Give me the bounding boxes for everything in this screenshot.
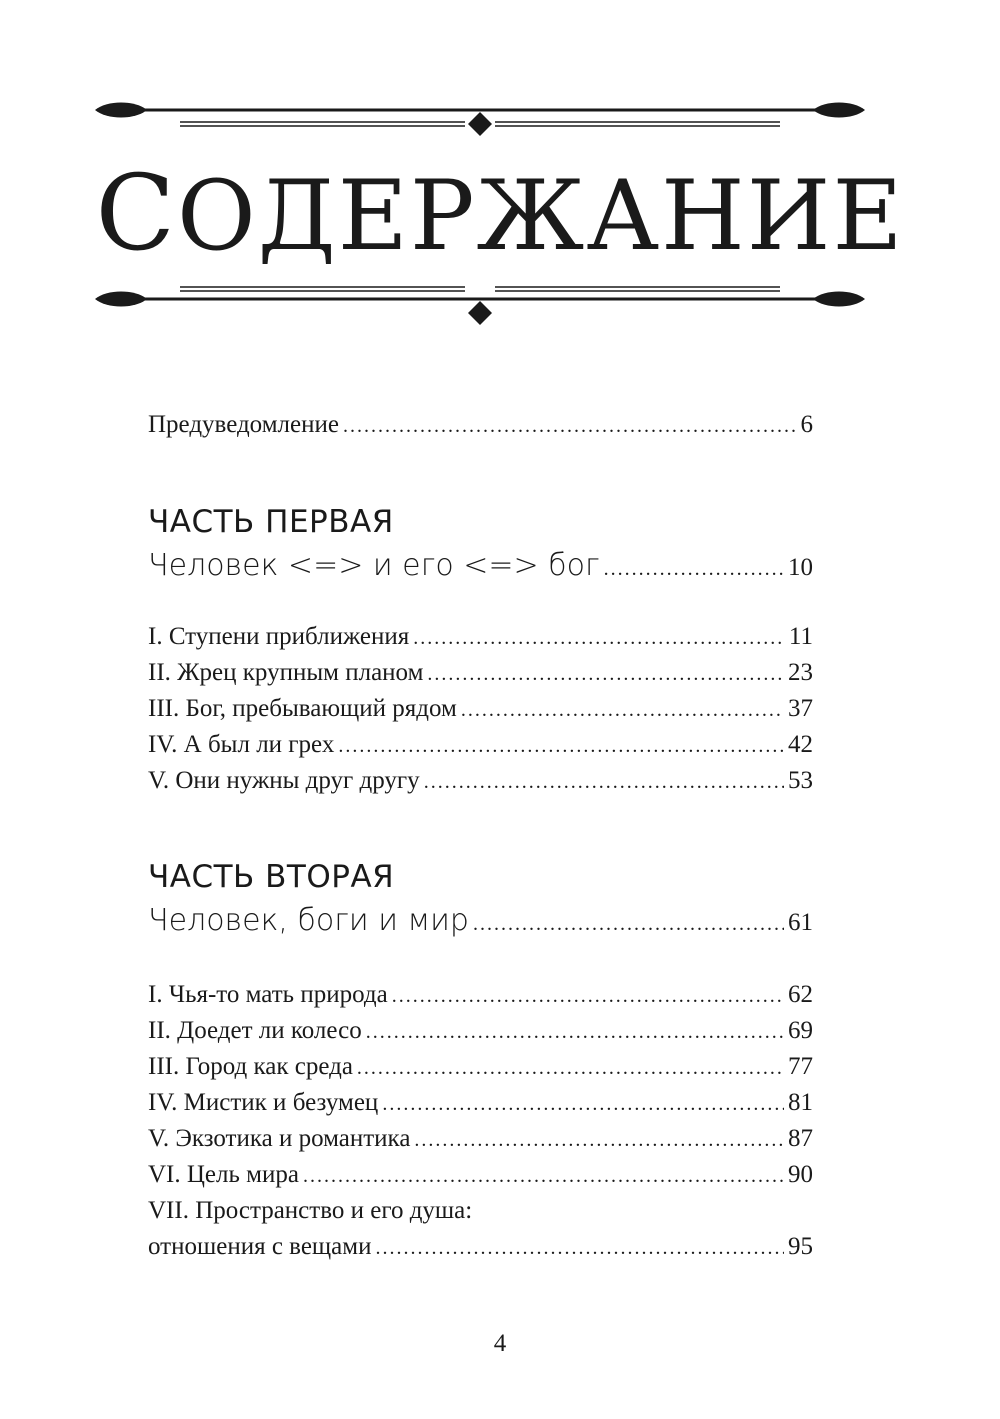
toc-entry-label: VI. Цель мира <box>148 1161 299 1188</box>
toc-entry[interactable] <box>148 655 813 691</box>
dot-leader <box>338 728 784 764</box>
toc-entry-page: 87 <box>788 1125 813 1152</box>
toc-entry[interactable] <box>148 1085 813 1121</box>
dot-leader <box>343 408 797 444</box>
dot-leader <box>382 1086 784 1122</box>
toc-entry-page: 61 <box>788 909 813 936</box>
dot-leader <box>375 1230 784 1266</box>
toc-entry-page: 77 <box>788 1053 813 1080</box>
toc-entry-part-1-title[interactable] <box>148 545 813 587</box>
dot-leader <box>366 1014 784 1050</box>
toc-entry-page: 90 <box>788 1161 813 1188</box>
toc-entry[interactable] <box>148 1121 813 1157</box>
toc-entry-page: 10 <box>788 554 813 581</box>
toc-entry[interactable] <box>148 691 813 727</box>
page-title <box>0 148 1000 281</box>
toc-entry-label: отношения с вещами <box>148 1233 372 1260</box>
toc-entry-page: 6 <box>800 411 813 438</box>
toc-entry[interactable] <box>148 763 813 799</box>
dot-leader <box>392 978 784 1014</box>
part-1-heading: ЧАСТЬ ПЕРВАЯ <box>148 504 394 540</box>
toc-entry-label: IV. Мистик и безумец <box>148 1089 379 1116</box>
dot-leader <box>413 620 785 656</box>
dot-leader <box>303 1158 784 1194</box>
toc-entry-page: 62 <box>788 981 813 1008</box>
toc-entry-label: II. Доедет ли колесо <box>148 1017 362 1044</box>
toc-entry-label: I. Чья-то мать природа <box>148 981 388 1008</box>
toc-entry-page: 37 <box>788 695 813 722</box>
toc-entry-page: 53 <box>788 767 813 794</box>
toc-entry-part-2-title[interactable] <box>148 900 813 942</box>
part-2-heading: ЧАСТЬ ВТОРАЯ <box>148 859 395 895</box>
dot-leader <box>473 903 784 945</box>
toc-entry-label: III. Бог, пребывающий рядом <box>148 695 457 722</box>
toc-entry-label: I. Ступени приближения <box>148 623 410 650</box>
toc-entry-page: 81 <box>788 1089 813 1116</box>
toc-entry-label: Предуведомление <box>148 411 339 438</box>
bottom-ornament <box>95 282 865 332</box>
toc-entry-preface[interactable] <box>148 407 813 443</box>
dot-leader <box>424 764 784 800</box>
toc-entry-label: V. Они нужны друг другу <box>148 767 420 794</box>
toc-entry[interactable] <box>148 727 813 763</box>
dot-leader <box>414 1122 784 1158</box>
toc-entry[interactable] <box>148 1049 813 1085</box>
dot-leader <box>604 548 784 590</box>
dot-leader <box>427 656 784 692</box>
toc-entry-page: 69 <box>788 1017 813 1044</box>
toc-entry[interactable] <box>148 619 813 655</box>
toc-entry-label: IV. А был ли грех <box>148 731 335 758</box>
toc-entry[interactable] <box>148 1157 813 1193</box>
dot-leader <box>357 1050 784 1086</box>
toc-entry-page: 42 <box>788 731 813 758</box>
toc-entry[interactable] <box>148 977 813 1013</box>
toc-entry-page: 95 <box>788 1233 813 1260</box>
dot-leader <box>461 692 784 728</box>
toc-entry-label-line-1[interactable]: VII. Пространство и его душа: <box>148 1197 473 1224</box>
toc-entry-page: 11 <box>788 623 813 650</box>
title-rest: ОДЕРЖАНИЕ <box>177 160 905 272</box>
title-initial: С <box>95 152 178 274</box>
toc-entry[interactable] <box>148 1013 813 1049</box>
toc-entry-label: Человек, боги и мир <box>148 903 469 938</box>
toc-entry-label: III. Город как среда <box>148 1053 353 1080</box>
toc-entry-label: II. Жрец крупным планом <box>148 659 424 686</box>
toc-entry-label: Человек <=> и его <=> бог <box>148 548 600 583</box>
toc-entry-page: 23 <box>788 659 813 686</box>
top-ornament <box>95 98 865 148</box>
toc-entry[interactable] <box>148 1229 813 1265</box>
page-number: 4 <box>493 1330 507 1357</box>
toc-entry-label: V. Экзотика и романтика <box>148 1125 411 1152</box>
